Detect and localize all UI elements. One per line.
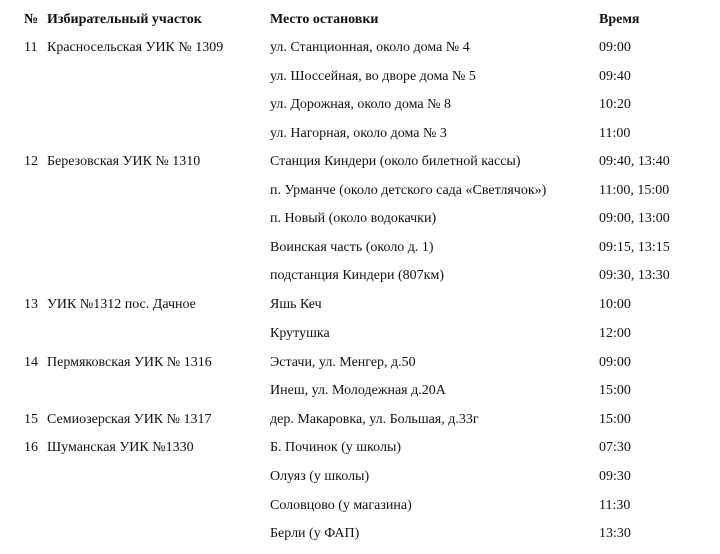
- row-stop-location: ул. Шоссейная, во дворе дома № 5: [270, 69, 476, 84]
- row-stop-location: Станция Киндери (около билетной кассы): [270, 154, 521, 169]
- table-row: [0, 124, 720, 144]
- row-time: 09:00: [599, 40, 631, 55]
- row-time: 09:30, 13:30: [599, 268, 670, 283]
- table-row: [0, 524, 720, 544]
- table-row: [0, 324, 720, 344]
- table-row: [0, 381, 720, 401]
- header-time: Время: [599, 12, 640, 27]
- header-stop-location: Место остановки: [270, 12, 379, 27]
- table-row: [0, 438, 720, 458]
- row-stop-location: п. Урманче (около детского сада «Светлячок»): [270, 183, 547, 198]
- table-row: [0, 67, 720, 87]
- row-time: 15:00: [599, 383, 631, 398]
- row-stop-location: Б. Починок (у школы): [270, 440, 402, 455]
- table-row: [0, 95, 720, 115]
- header-polling-station: Избирательный участок: [47, 12, 202, 27]
- row-stop-location: п. Новый (около водокачки): [270, 211, 437, 226]
- row-stop-location: ул. Нагорная, около дома № 3: [270, 126, 447, 141]
- row-time: 11:30: [599, 498, 631, 513]
- row-time: 09:30: [599, 469, 631, 484]
- row-time: 09:00, 13:00: [599, 211, 670, 226]
- table-row: [0, 496, 720, 516]
- header-number: №: [24, 12, 39, 27]
- row-time: 09:40, 13:40: [599, 154, 670, 169]
- row-stop-location: Соловцово (у магазина): [270, 498, 412, 513]
- row-number: 15: [24, 412, 38, 427]
- table-header: [0, 10, 720, 30]
- table-row: [0, 295, 720, 315]
- row-number: 13: [24, 297, 38, 312]
- table-row: [0, 266, 720, 286]
- row-stop-location: Эстачи, ул. Менгер, д.50: [270, 355, 416, 370]
- row-time: 13:30: [599, 526, 631, 541]
- row-time: 07:30: [599, 440, 631, 455]
- row-polling-station: Пермяковская УИК № 1316: [47, 355, 212, 370]
- row-stop-location: ул. Дорожная, около дома № 8: [270, 97, 451, 112]
- row-number: 12: [24, 154, 38, 169]
- row-time: 12:00: [599, 326, 631, 341]
- row-polling-station: УИК №1312 пос. Дачное: [47, 297, 196, 312]
- row-time: 09:15, 13:15: [599, 240, 670, 255]
- row-number: 11: [24, 40, 38, 55]
- row-polling-station: Шуманская УИК №1330: [47, 440, 194, 455]
- row-stop-location: Олуяз (у школы): [270, 469, 370, 484]
- row-time: 10:00: [599, 297, 631, 312]
- row-time: 09:00: [599, 355, 631, 370]
- row-stop-location: Крутушка: [270, 326, 330, 341]
- table-row: [0, 238, 720, 258]
- row-time: 11:00, 15:00: [599, 183, 670, 198]
- table-row: [0, 467, 720, 487]
- row-stop-location: ул. Станционная, около дома № 4: [270, 40, 470, 55]
- table-row: [0, 38, 720, 58]
- table-row: [0, 209, 720, 229]
- row-polling-station: Красносельская УИК № 1309: [47, 40, 224, 55]
- row-polling-station: Семиозерская УИК № 1317: [47, 412, 212, 427]
- row-stop-location: Берли (у ФАП): [270, 526, 360, 541]
- row-time: 10:20: [599, 97, 631, 112]
- table-row: [0, 152, 720, 172]
- row-stop-location: дер. Макаровка, ул. Большая, д.33г: [270, 412, 479, 427]
- row-number: 14: [24, 355, 38, 370]
- row-time: 15:00: [599, 412, 631, 427]
- row-polling-station: Березовская УИК № 1310: [47, 154, 201, 169]
- table-row: [0, 181, 720, 201]
- row-stop-location: Воинская часть (около д. 1): [270, 240, 434, 255]
- row-number: 16: [24, 440, 38, 455]
- row-stop-location: подстанция Киндери (807км): [270, 268, 444, 283]
- row-time: 09:40: [599, 69, 631, 84]
- row-time: 11:00: [599, 126, 631, 141]
- row-stop-location: Инеш, ул. Молодежная д.20А: [270, 383, 446, 398]
- table-row: [0, 410, 720, 430]
- table-row: [0, 353, 720, 373]
- row-stop-location: Яшь Кеч: [270, 297, 322, 312]
